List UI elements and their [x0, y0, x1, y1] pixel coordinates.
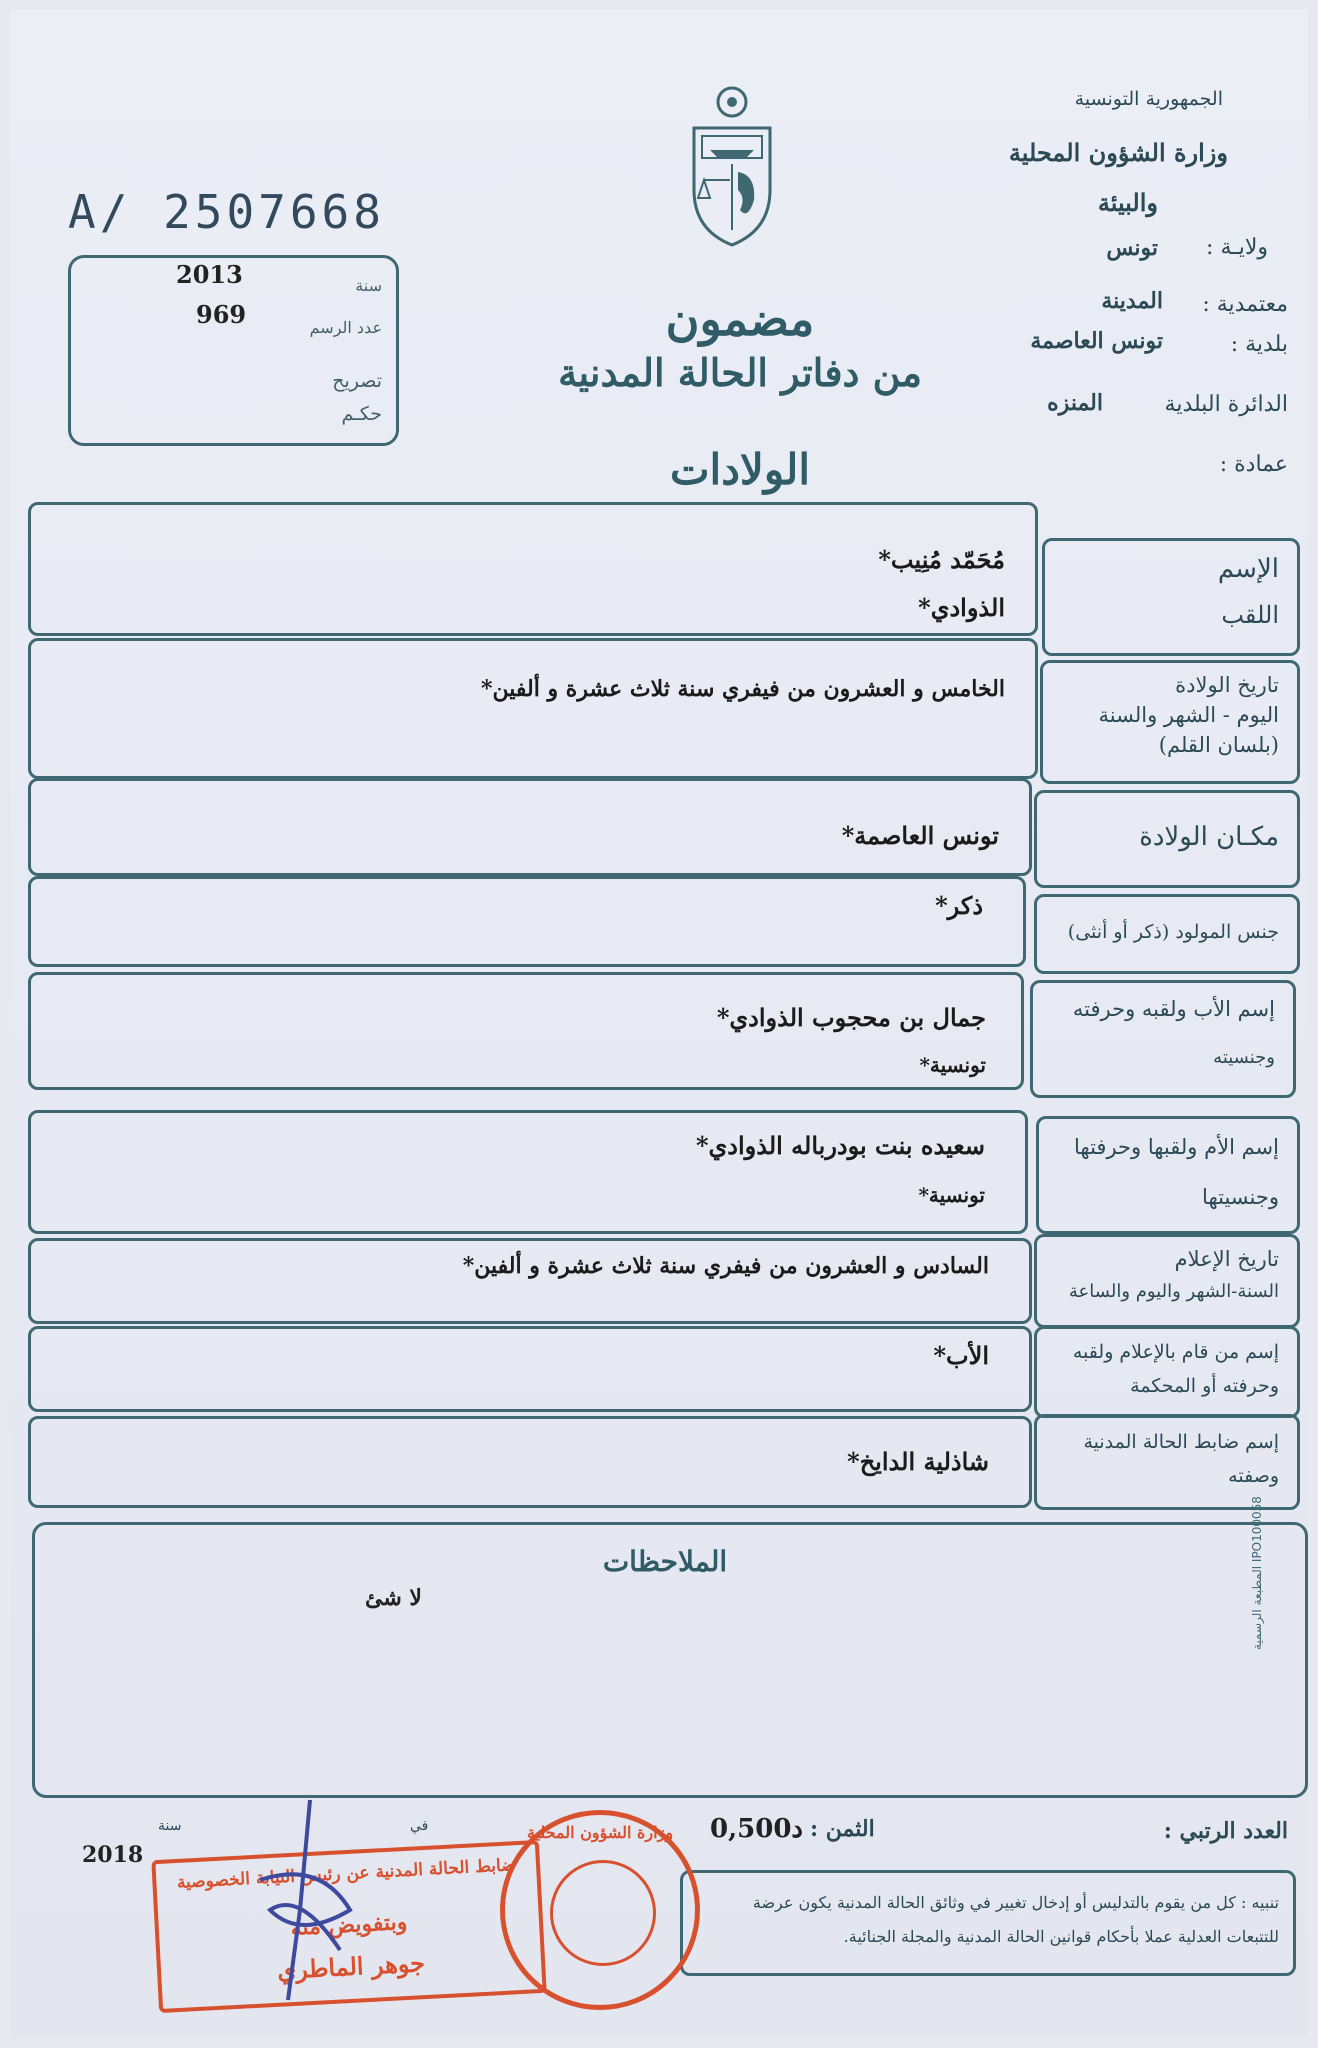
ministry-line2: والبيئة [1097, 188, 1158, 217]
daira-label: الدائرة البلدية [1164, 392, 1288, 417]
price-value: 0,500د [710, 1814, 803, 1844]
name-value: مُحَمّد مُنِيب* [878, 545, 1005, 574]
mother-label-1: إسم الأم ولقبها وحرفتها [1074, 1135, 1279, 1159]
sex-label-cell [1034, 894, 1300, 974]
footer-year-label: سنة [158, 1818, 182, 1834]
baladia-value: تونس العاصمة [1030, 328, 1163, 354]
registry-declaration-label: تصريح [332, 370, 382, 392]
stamp-emblem [550, 1860, 656, 1966]
birth-date-label-3: (بلسان القلم) [1158, 733, 1279, 757]
footer-in-label: في [410, 1818, 429, 1834]
wilaya-value: تونس [1106, 235, 1158, 261]
name-label-cell [1042, 538, 1300, 656]
document-title-extract: مضمون [665, 292, 815, 346]
tunisia-coat-of-arms [682, 80, 782, 250]
registry-year-label: سنة [355, 276, 382, 295]
declaration-date-label-cell [1034, 1234, 1300, 1328]
notes-value: لا شئ [365, 1585, 422, 1611]
surname-label: اللقب [1221, 601, 1279, 629]
motamadia-value: المدينة [1101, 288, 1163, 314]
officer-value: شاذلية الدايخ* [847, 1447, 989, 1476]
mother-nationality-value: تونسية* [918, 1183, 985, 1207]
price-label: الثمن : [810, 1816, 875, 1842]
father-label-cell [1030, 980, 1296, 1098]
registry-number-label: عدد الرسم [309, 318, 382, 337]
name-label: الإسم [1217, 554, 1279, 584]
baladia-label: بلدية : [1230, 332, 1288, 357]
birth-date-label-cell [1040, 660, 1300, 784]
declarant-value: الأب* [933, 1341, 989, 1370]
document-title-registers: من دفاتر الحالة المدنية [558, 350, 922, 395]
ministry-line1: وزارة الشؤون المحلية [1008, 138, 1228, 167]
birth-place-label: مكـان الولادة [1139, 822, 1279, 852]
birth-date-label-1: تاريخ الولادة [1175, 673, 1279, 697]
registry-box [68, 255, 399, 446]
stamp-rect-line1: ضابط الحالة المدنية عن رئيس النيابة الخصوصية [176, 1855, 517, 1893]
legal-notice-line2: للتتبعات العدلية عملا بأحكام قوانين الحالة المدنية والمجلة الجنائية. [843, 1927, 1279, 1946]
printer-mark: المطبعة الرسمية IPO100058 [1250, 1496, 1264, 1650]
legal-notice-line1: تنبيه : كل من يقوم بالتدليس أو إدخال تغيير في وثائق الحالة المدنية يكون عرضة [752, 1893, 1279, 1912]
motamadia-label: معتمدية : [1202, 292, 1288, 317]
document-title-births: الولادات [669, 445, 811, 494]
surname-value: الذوادي* [918, 593, 1005, 622]
omada-label: عمادة : [1219, 452, 1288, 477]
declarant-label-2: وحرفته أو المحكمة [1130, 1375, 1279, 1397]
father-label-2: وجنسيته [1213, 1047, 1275, 1068]
mother-label-2: وجنسيتها [1202, 1185, 1279, 1209]
sex-value-cell [28, 876, 1026, 967]
father-label-1: إسم الأب ولقبه وحرفته [1072, 997, 1275, 1021]
footer-year-value: 2018 [82, 1842, 144, 1868]
name-value-cell [28, 502, 1038, 636]
serial-order-label: العدد الرتبي : [1163, 1818, 1288, 1844]
declaration-date-label-1: تاريخ الإعلام [1174, 1247, 1279, 1271]
notes-title: الملاحظات [602, 1545, 728, 1578]
stamp-circle-text: وزارة الشؤون المحلية [526, 1823, 674, 1842]
birth-place-value: تونس العاصمة* [841, 821, 999, 850]
notes-box [32, 1522, 1308, 1798]
officer-label-2: وصفته [1228, 1465, 1279, 1487]
father-value-cell [28, 972, 1024, 1090]
birth-date-value-cell [28, 638, 1038, 779]
declarant-value-cell [28, 1326, 1032, 1412]
wilaya-label: ولايـة : [1206, 235, 1268, 260]
birth-date-value: الخامس و العشرون من فيفري سنة ثلاث عشرة و ألفين* [481, 676, 1005, 702]
stamp-rect-line2: وبتفويض منه [289, 1908, 408, 1942]
declarant-label-1: إسم من قام بالإعلام ولقبه [1072, 1341, 1279, 1363]
mother-name-value: سعيده بنت بودرباله الذوادي* [695, 1131, 985, 1160]
birth-place-value-cell [28, 778, 1032, 876]
daira-value: المنزه [1047, 390, 1103, 416]
officer-value-cell [28, 1416, 1032, 1508]
registry-number-value: 969 [196, 300, 247, 329]
official-round-stamp [500, 1810, 700, 2010]
registry-judgment-label: حكـم [341, 403, 382, 425]
birth-date-label-2: اليوم - الشهر والسنة [1098, 703, 1279, 727]
officer-label-1: إسم ضابط الحالة المدنية [1083, 1431, 1279, 1453]
declarant-label-cell [1034, 1326, 1300, 1418]
birth-place-label-cell [1034, 790, 1300, 888]
declaration-date-value-cell [28, 1238, 1032, 1324]
father-nationality-value: تونسية* [919, 1053, 986, 1077]
declaration-date-value: السادس و العشرون من فيفري سنة ثلاث عشرة و ألفين* [462, 1253, 989, 1279]
mother-label-cell [1036, 1116, 1300, 1234]
sex-label: جنس المولود (ذكر أو أنثى) [1067, 921, 1279, 943]
republic-label: الجمهورية التونسية [1074, 88, 1223, 110]
declaration-date-label-2: السنة-الشهر واليوم والساعة [1068, 1281, 1279, 1302]
document-serial-number: A/ 2507668 [68, 185, 385, 239]
civil-status-document [10, 10, 1308, 2038]
officer-signature [240, 1790, 360, 2020]
sex-value: ذكر* [935, 891, 983, 920]
father-name-value: جمال بن محجوب الذوادي* [716, 1003, 986, 1032]
stamp-rect-line3: جوهر الماطري [276, 1948, 426, 1985]
mother-value-cell [28, 1110, 1028, 1234]
registry-year-value: 2013 [176, 260, 243, 289]
legal-notice-box [680, 1870, 1296, 1976]
